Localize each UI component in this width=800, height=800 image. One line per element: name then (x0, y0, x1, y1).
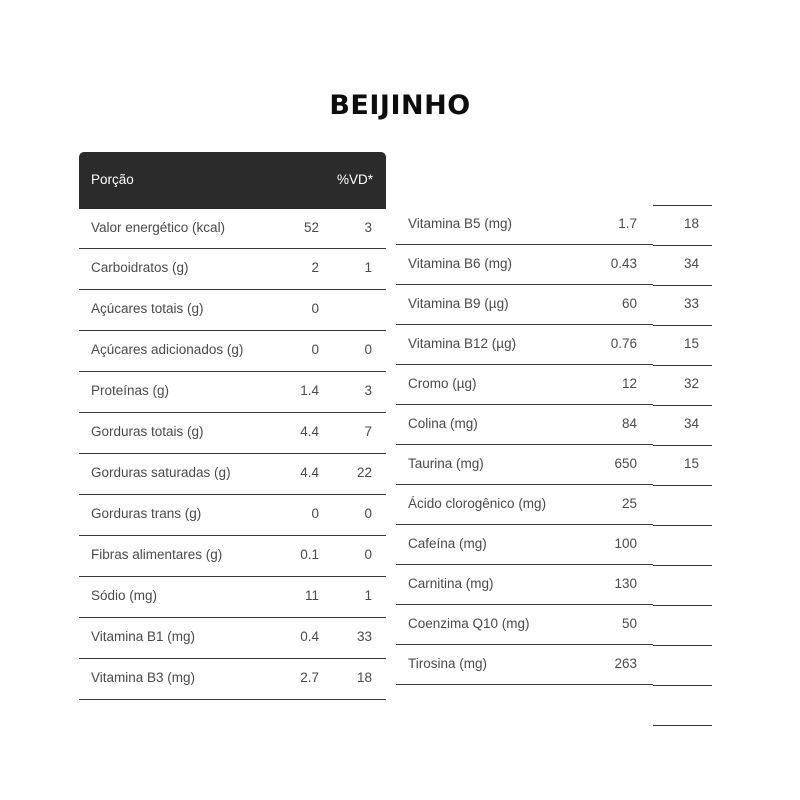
divider (653, 725, 712, 726)
divider (653, 525, 712, 526)
table-row (79, 618, 386, 659)
nutrient-value: 130 (614, 576, 637, 591)
vd-column-rules (653, 0, 712, 800)
nutrient-name: Colina (mg) (408, 416, 478, 431)
table-header (79, 152, 386, 209)
nutrient-name: Cromo (µg) (408, 376, 477, 391)
nutrient-name: Fibras alimentares (g) (91, 547, 223, 562)
nutrient-name: Carnitina (mg) (408, 576, 494, 591)
nutrient-vd: 32 (683, 376, 699, 391)
nutrient-value: 0.76 (610, 336, 637, 351)
nutrient-value: 0.1 (300, 547, 319, 562)
nutrient-value: 1.7 (618, 216, 637, 231)
divider (653, 645, 712, 646)
nutrient-value: 2.7 (300, 670, 319, 685)
nutrient-value: 0.4 (300, 629, 319, 644)
nutrient-name: Cafeína (mg) (408, 536, 487, 551)
nutrient-vd: 15 (683, 456, 699, 471)
table-row (79, 577, 386, 618)
nutrient-name: Ácido clorogênico (mg) (408, 496, 547, 511)
nutrient-vd: 18 (356, 670, 372, 685)
nutrient-value: 52 (303, 220, 319, 235)
nutrient-vd: 34 (683, 416, 699, 431)
divider (653, 405, 712, 406)
nutrient-vd: 0 (364, 342, 372, 357)
nutrient-name: Sódio (mg) (91, 588, 158, 603)
divider (653, 605, 712, 606)
nutrient-vd: 15 (683, 336, 699, 351)
nutrient-name: Açúcares totais (g) (91, 301, 204, 316)
nutrient-value: 650 (614, 456, 637, 471)
table-row (79, 413, 386, 454)
divider (653, 485, 712, 486)
nutrition-table-left (79, 209, 386, 700)
nutrient-name: Vitamina B6 (mg) (408, 256, 513, 271)
divider (653, 445, 712, 446)
table-row (79, 209, 386, 249)
nutrient-vd: 33 (356, 629, 372, 644)
nutrient-vd: 1 (364, 260, 372, 275)
nutrient-name: Açúcares adicionados (g) (91, 342, 244, 357)
table-row (79, 659, 386, 700)
divider (653, 245, 712, 246)
nutrient-vd: 3 (364, 383, 372, 398)
nutrient-value: 1.4 (300, 383, 319, 398)
nutrient-value: 12 (621, 376, 637, 391)
divider (653, 565, 712, 566)
nutrient-vd: 22 (356, 465, 372, 480)
nutrient-name: Taurina (mg) (408, 456, 484, 471)
nutrient-vd: 3 (364, 220, 372, 235)
nutrient-name: Carboidratos (g) (91, 260, 189, 275)
nutrient-name: Vitamina B9 (µg) (408, 296, 509, 311)
nutrient-value: 0.43 (610, 256, 637, 271)
nutrient-value: 2 (311, 260, 319, 275)
nutrient-vd: 0 (364, 547, 372, 562)
header-portion-label: Porção (91, 172, 134, 187)
table-row (79, 372, 386, 413)
nutrient-vd: 0 (364, 506, 372, 521)
nutrient-name: Gorduras totais (g) (91, 424, 204, 439)
table-row (79, 290, 386, 331)
nutrient-vd: 7 (364, 424, 372, 439)
divider (653, 205, 712, 206)
nutrient-value: 0 (311, 342, 319, 357)
nutrient-value: 25 (621, 496, 637, 511)
divider (653, 285, 712, 286)
nutrient-value: 0 (311, 301, 319, 316)
table-row (79, 331, 386, 372)
nutrient-name: Tirosina (mg) (408, 656, 488, 671)
divider (653, 365, 712, 366)
nutrient-value: 11 (304, 588, 319, 603)
header-vd-label: %VD* (336, 172, 373, 187)
nutrient-name: Gorduras saturadas (g) (91, 465, 231, 480)
nutrient-name: Proteínas (g) (91, 383, 170, 398)
nutrient-name: Gorduras trans (g) (91, 506, 202, 521)
nutrient-value: 50 (621, 616, 637, 631)
nutrient-value: 263 (614, 656, 637, 671)
nutrient-value: 60 (621, 296, 637, 311)
nutrient-value: 0 (311, 506, 319, 521)
nutrient-name: Valor energético (kcal) (91, 220, 226, 235)
nutrient-vd: 34 (683, 256, 699, 271)
divider (653, 325, 712, 326)
divider (653, 685, 712, 686)
table-row (79, 249, 386, 290)
nutrient-name: Vitamina B3 (mg) (91, 670, 196, 685)
page-title: BEIJINHO (329, 90, 471, 121)
nutrient-vd: 18 (683, 216, 699, 231)
nutrient-value: 4.4 (300, 465, 319, 480)
nutrient-value: 100 (614, 536, 637, 551)
table-row (79, 536, 386, 577)
nutrient-vd: 1 (364, 588, 372, 603)
table-row (79, 495, 386, 536)
nutrient-value: 84 (621, 416, 637, 431)
nutrient-name: Vitamina B5 (mg) (408, 216, 513, 231)
nutrient-name: Vitamina B1 (mg) (91, 629, 196, 644)
nutrient-value: 4.4 (300, 424, 319, 439)
table-row (79, 454, 386, 495)
nutrient-name: Coenzima Q10 (mg) (408, 616, 530, 631)
nutrient-vd: 33 (683, 296, 699, 311)
nutrient-name: Vitamina B12 (µg) (408, 336, 517, 351)
